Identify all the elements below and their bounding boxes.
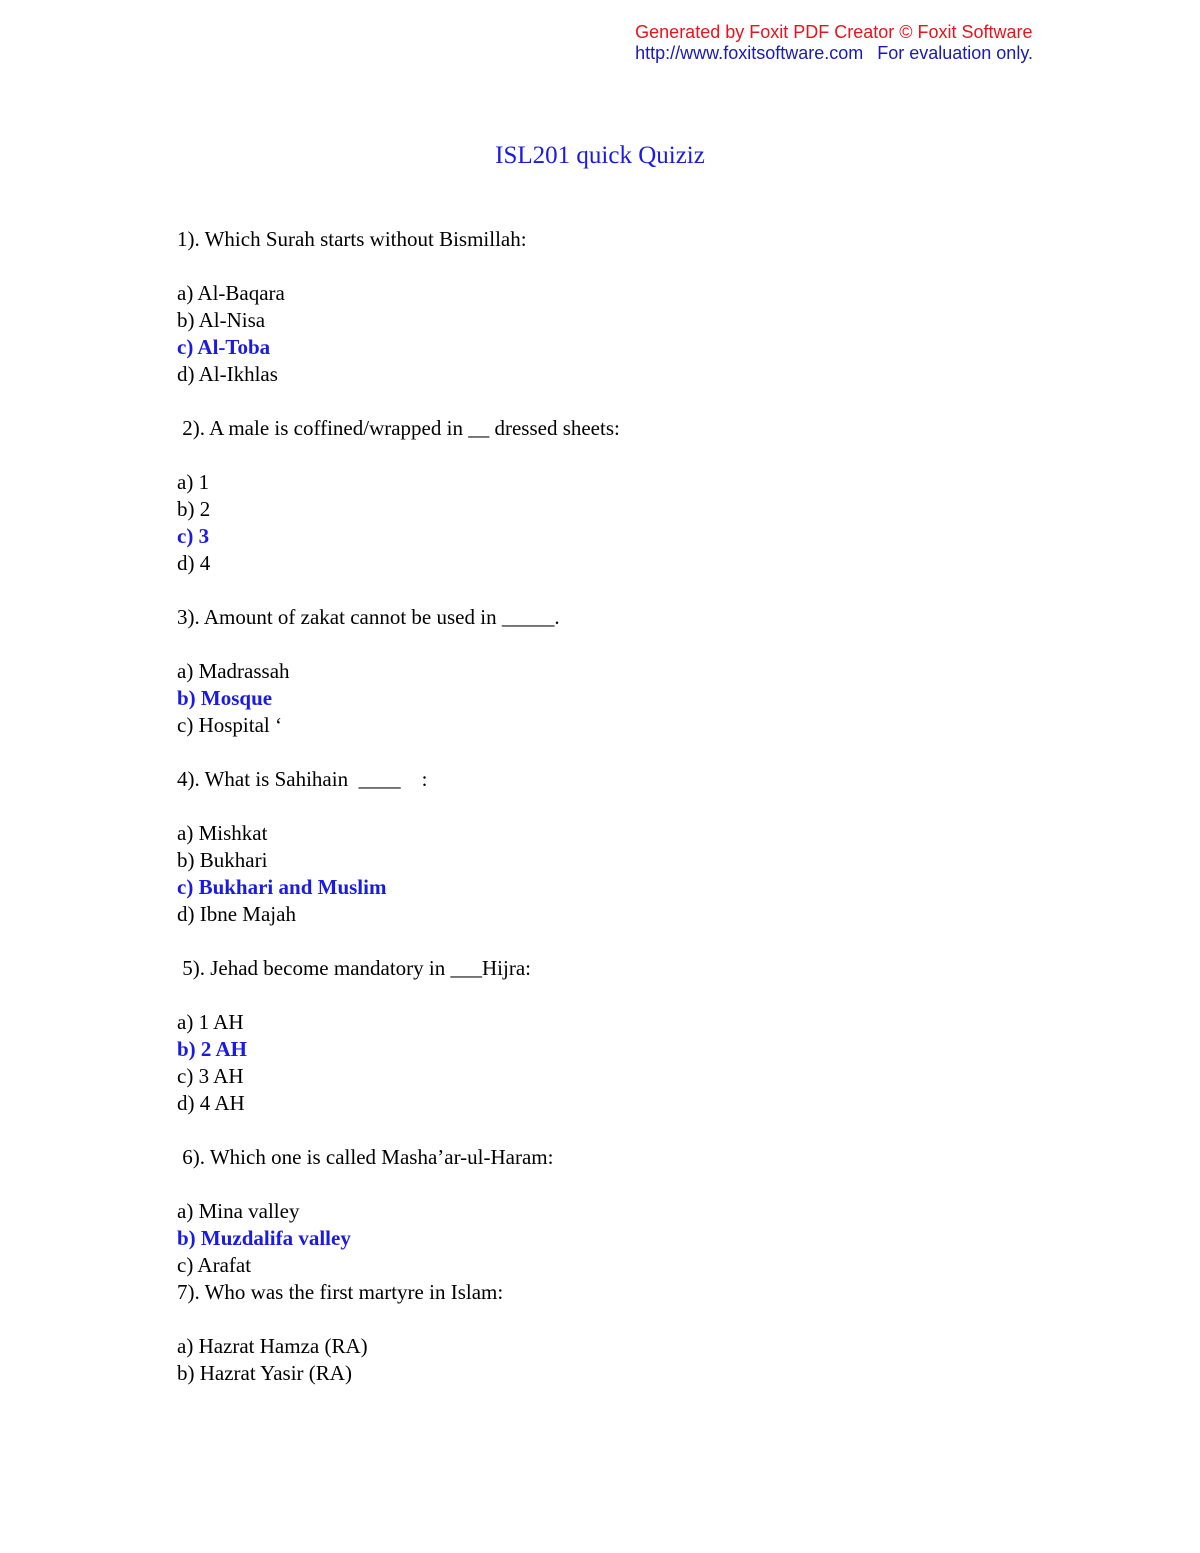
- question-text: 5). Jehad become mandatory in ___Hijra:: [177, 956, 531, 980]
- answer-option: a) Mishkat: [177, 821, 268, 845]
- answer-option: b) Bukhari: [177, 848, 268, 872]
- question-text: 1). Which Surah starts without Bismillah:: [177, 227, 527, 251]
- quiz-content: [177, 226, 620, 1387]
- answer-option-correct: c) Bukhari and Muslim: [177, 875, 387, 899]
- spacer: [177, 928, 620, 955]
- answer-option: b) Hazrat Yasir (RA): [177, 1361, 352, 1385]
- question-text: 6). Which one is called Masha’ar-ul-Haram:: [177, 1145, 554, 1169]
- foxit-watermark: [635, 22, 1033, 64]
- answer-option: a) Madrassah: [177, 659, 290, 683]
- answer-option: b) Al-Nisa: [177, 308, 266, 332]
- watermark-creator-text: Generated by Foxit PDF Creator © Foxit Software: [635, 22, 1033, 42]
- answer-option-correct: b) 2 AH: [177, 1037, 248, 1061]
- answer-option: b) 2: [177, 497, 211, 521]
- answer-option: d) Ibne Majah: [177, 902, 296, 926]
- spacer: [177, 631, 620, 658]
- spacer: [177, 1306, 620, 1333]
- answer-option: c) Hospital ‘: [177, 713, 282, 737]
- answer-option: a) 1: [177, 470, 210, 494]
- answer-option: a) Hazrat Hamza (RA): [177, 1334, 368, 1358]
- page-title: ISL201 quick Quiziz: [495, 142, 705, 169]
- spacer: [177, 253, 620, 280]
- spacer: [177, 1171, 620, 1198]
- spacer: [177, 442, 620, 469]
- watermark-url[interactable]: http://www.foxitsoftware.com: [635, 43, 864, 63]
- question-text: 4). What is Sahihain ____ :: [177, 767, 428, 791]
- spacer: [177, 1117, 620, 1144]
- question-text: 2). A male is coffined/wrapped in __ dressed sheets:: [177, 416, 620, 440]
- answer-option: c) 3 AH: [177, 1064, 244, 1088]
- spacer: [177, 388, 620, 415]
- question-text: 3). Amount of zakat cannot be used in _____.: [177, 605, 560, 629]
- spacer: [177, 577, 620, 604]
- spacer: [177, 793, 620, 820]
- answer-option-correct: c) Al-Toba: [177, 335, 271, 359]
- spacer: [177, 739, 620, 766]
- answer-option-correct: b) Muzdalifa valley: [177, 1226, 351, 1250]
- answer-option: c) Arafat: [177, 1253, 252, 1277]
- answer-option: d) 4 AH: [177, 1091, 245, 1115]
- watermark-line2: [635, 43, 1033, 64]
- answer-option-correct: b) Mosque: [177, 686, 273, 710]
- answer-option: a) Al-Baqara: [177, 281, 285, 305]
- answer-option-correct: c) 3: [177, 524, 210, 548]
- answer-option: d) Al-Ikhlas: [177, 362, 278, 386]
- question-text: 7). Who was the first martyre in Islam:: [177, 1280, 504, 1304]
- answer-option: d) 4: [177, 551, 211, 575]
- answer-option: a) Mina valley: [177, 1199, 300, 1223]
- spacer: [177, 982, 620, 1009]
- answer-option: a) 1 AH: [177, 1010, 244, 1034]
- watermark-evaluation-note: For evaluation only.: [877, 43, 1033, 63]
